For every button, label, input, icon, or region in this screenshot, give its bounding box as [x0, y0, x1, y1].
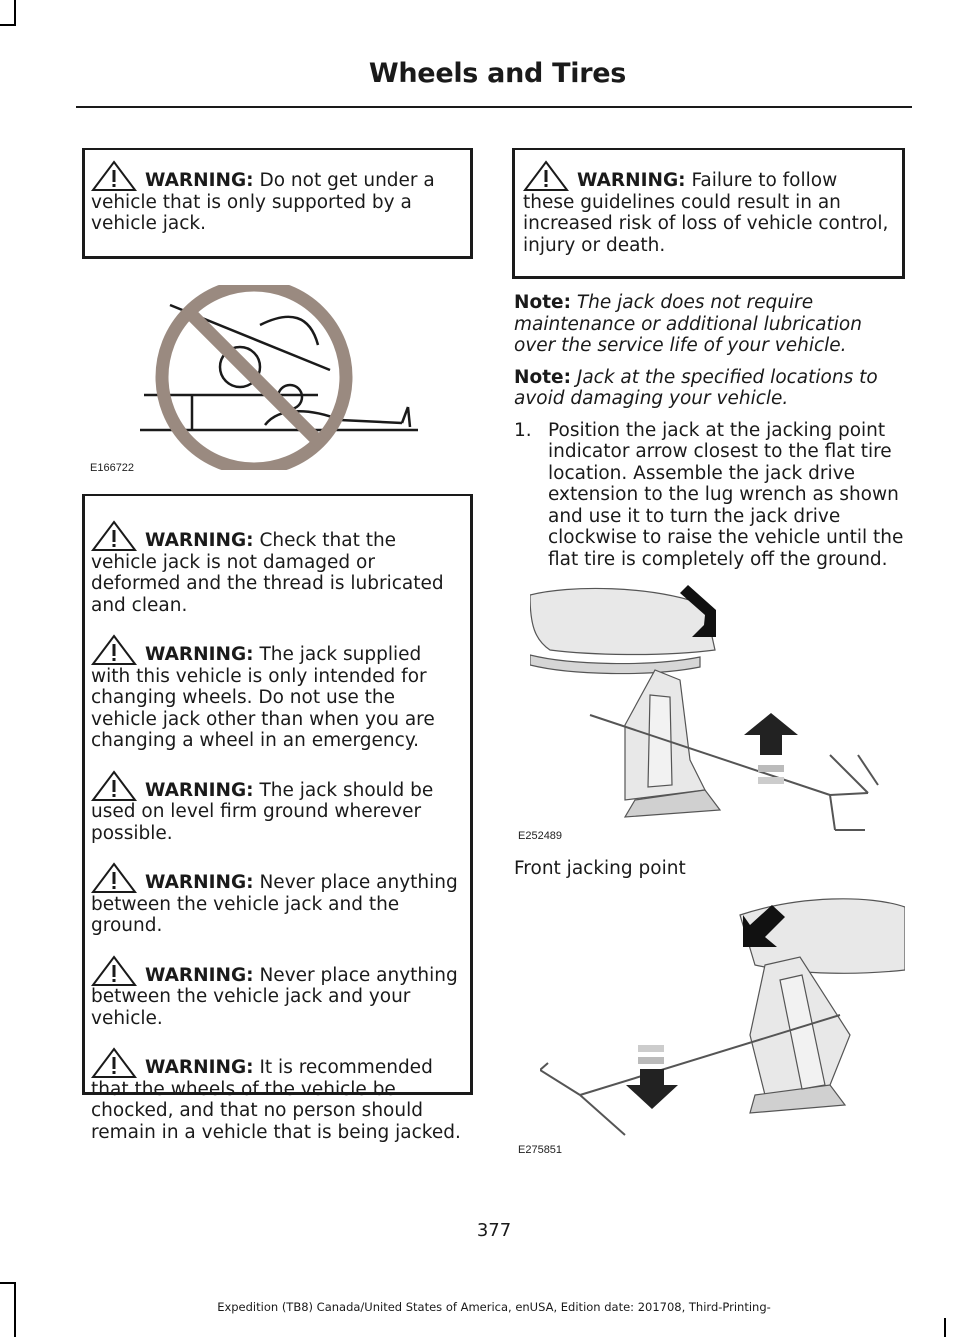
warning-item [91, 965, 462, 1030]
illustration-do-not-get-under-vehicle [140, 285, 430, 470]
warning-label: WARNING: [145, 779, 254, 801]
warning-box-vehicle-jack [82, 148, 473, 259]
arrow-icon [744, 713, 798, 784]
warning-item [91, 530, 462, 616]
warning-box-jack-usage [82, 494, 473, 1143]
warning-label: WARNING: [145, 1057, 254, 1078]
note-text: Jack at the specified locations to avoid damaging your vehicle. [514, 366, 878, 409]
crop-mark [0, 24, 16, 26]
note-text: The jack does not require maintenance or additional lubrication over the service life of your vehicle. [514, 292, 862, 356]
crop-mark [0, 1282, 16, 1284]
illustration-rear-jacking-point [540, 895, 905, 1143]
warning-text: The jack supplied with this vehicle is only intended for changing wheels. Do not use the vehicle jack other than when you are changing a wheel in an emergency. [91, 644, 435, 751]
warning-label: WARNING: [145, 170, 254, 191]
warning-triangle-icon [91, 1047, 137, 1079]
crop-mark [14, 0, 16, 26]
warning-item [91, 644, 462, 752]
warning-text: Never place anything between the vehicle jack and your vehicle. [91, 964, 458, 1029]
warning-triangle-icon [91, 955, 137, 987]
figure-id: E166722 [90, 462, 135, 474]
arrow-icon [626, 1045, 678, 1109]
warning-text: Failure to follow these guidelines could result in an increased risk of loss of vehicle control, injury or death. [523, 170, 889, 256]
page-header-title: Wheels and Tires [368, 58, 626, 89]
warning-triangle-icon [91, 634, 137, 666]
warning-triangle-icon [91, 520, 137, 552]
warning-item [523, 170, 894, 256]
warning-item [91, 1057, 462, 1143]
warning-item [91, 780, 462, 845]
warning-text: Never place anything between the vehicle jack and the ground. [91, 872, 458, 936]
warning-text: Check that the vehicle jack is not damaged or deformed and the thread is lubricated and clean. [91, 530, 444, 616]
warning-label: WARNING: [145, 530, 254, 551]
note-maintenance [514, 292, 906, 357]
warning-text: It is recommended that the wheels of the vehicle be chocked, and that no person should remain in a vehicle that is being jacked. [91, 1057, 461, 1143]
warning-label: WARNING: [145, 644, 254, 665]
illustration-front-jacking-point [530, 585, 905, 840]
crop-mark [944, 1318, 946, 1337]
warning-triangle-icon [91, 862, 137, 894]
header-rule [76, 106, 912, 108]
footer-edition-line: Expedition (TB8) Canada/United States of America, enUSA, Edition date: 201708, Third-Printing- [217, 1300, 771, 1314]
warning-triangle-icon [523, 160, 569, 192]
warning-item [91, 170, 462, 235]
step-number: 1. [514, 419, 532, 441]
warning-text: The jack should be used on level firm ground wherever possible. [91, 779, 434, 844]
warning-label: WARNING: [577, 170, 686, 191]
figure-id: E275851 [518, 1144, 563, 1156]
warning-label: WARNING: [145, 872, 254, 893]
step-item [514, 420, 906, 571]
figure-id: E252489 [518, 830, 563, 842]
warning-box-guidelines [512, 148, 905, 279]
warning-text: Do not get under a vehicle that is only supported by a vehicle jack. [91, 170, 435, 234]
note-label: Note: [514, 292, 571, 313]
warning-item [91, 872, 462, 937]
note-jack-locations [514, 367, 906, 410]
prohibition-sign-icon [162, 285, 346, 469]
figure-caption: Front jacking point [514, 858, 686, 879]
instructions-column [514, 292, 906, 570]
warning-label: WARNING: [145, 964, 254, 986]
warning-triangle-icon [91, 770, 137, 802]
page-number: 377 [476, 1220, 512, 1241]
warning-triangle-icon [91, 160, 137, 192]
note-label: Note: [514, 366, 571, 388]
step-text: Position the jack at the jacking point indicator arrow closest to the flat tire location. Assemble the jack drive extension to the lug wrench as shown and use it to turn the jack drive clockwise to raise the vehicle until the flat tire is completely off the ground. [548, 419, 904, 570]
